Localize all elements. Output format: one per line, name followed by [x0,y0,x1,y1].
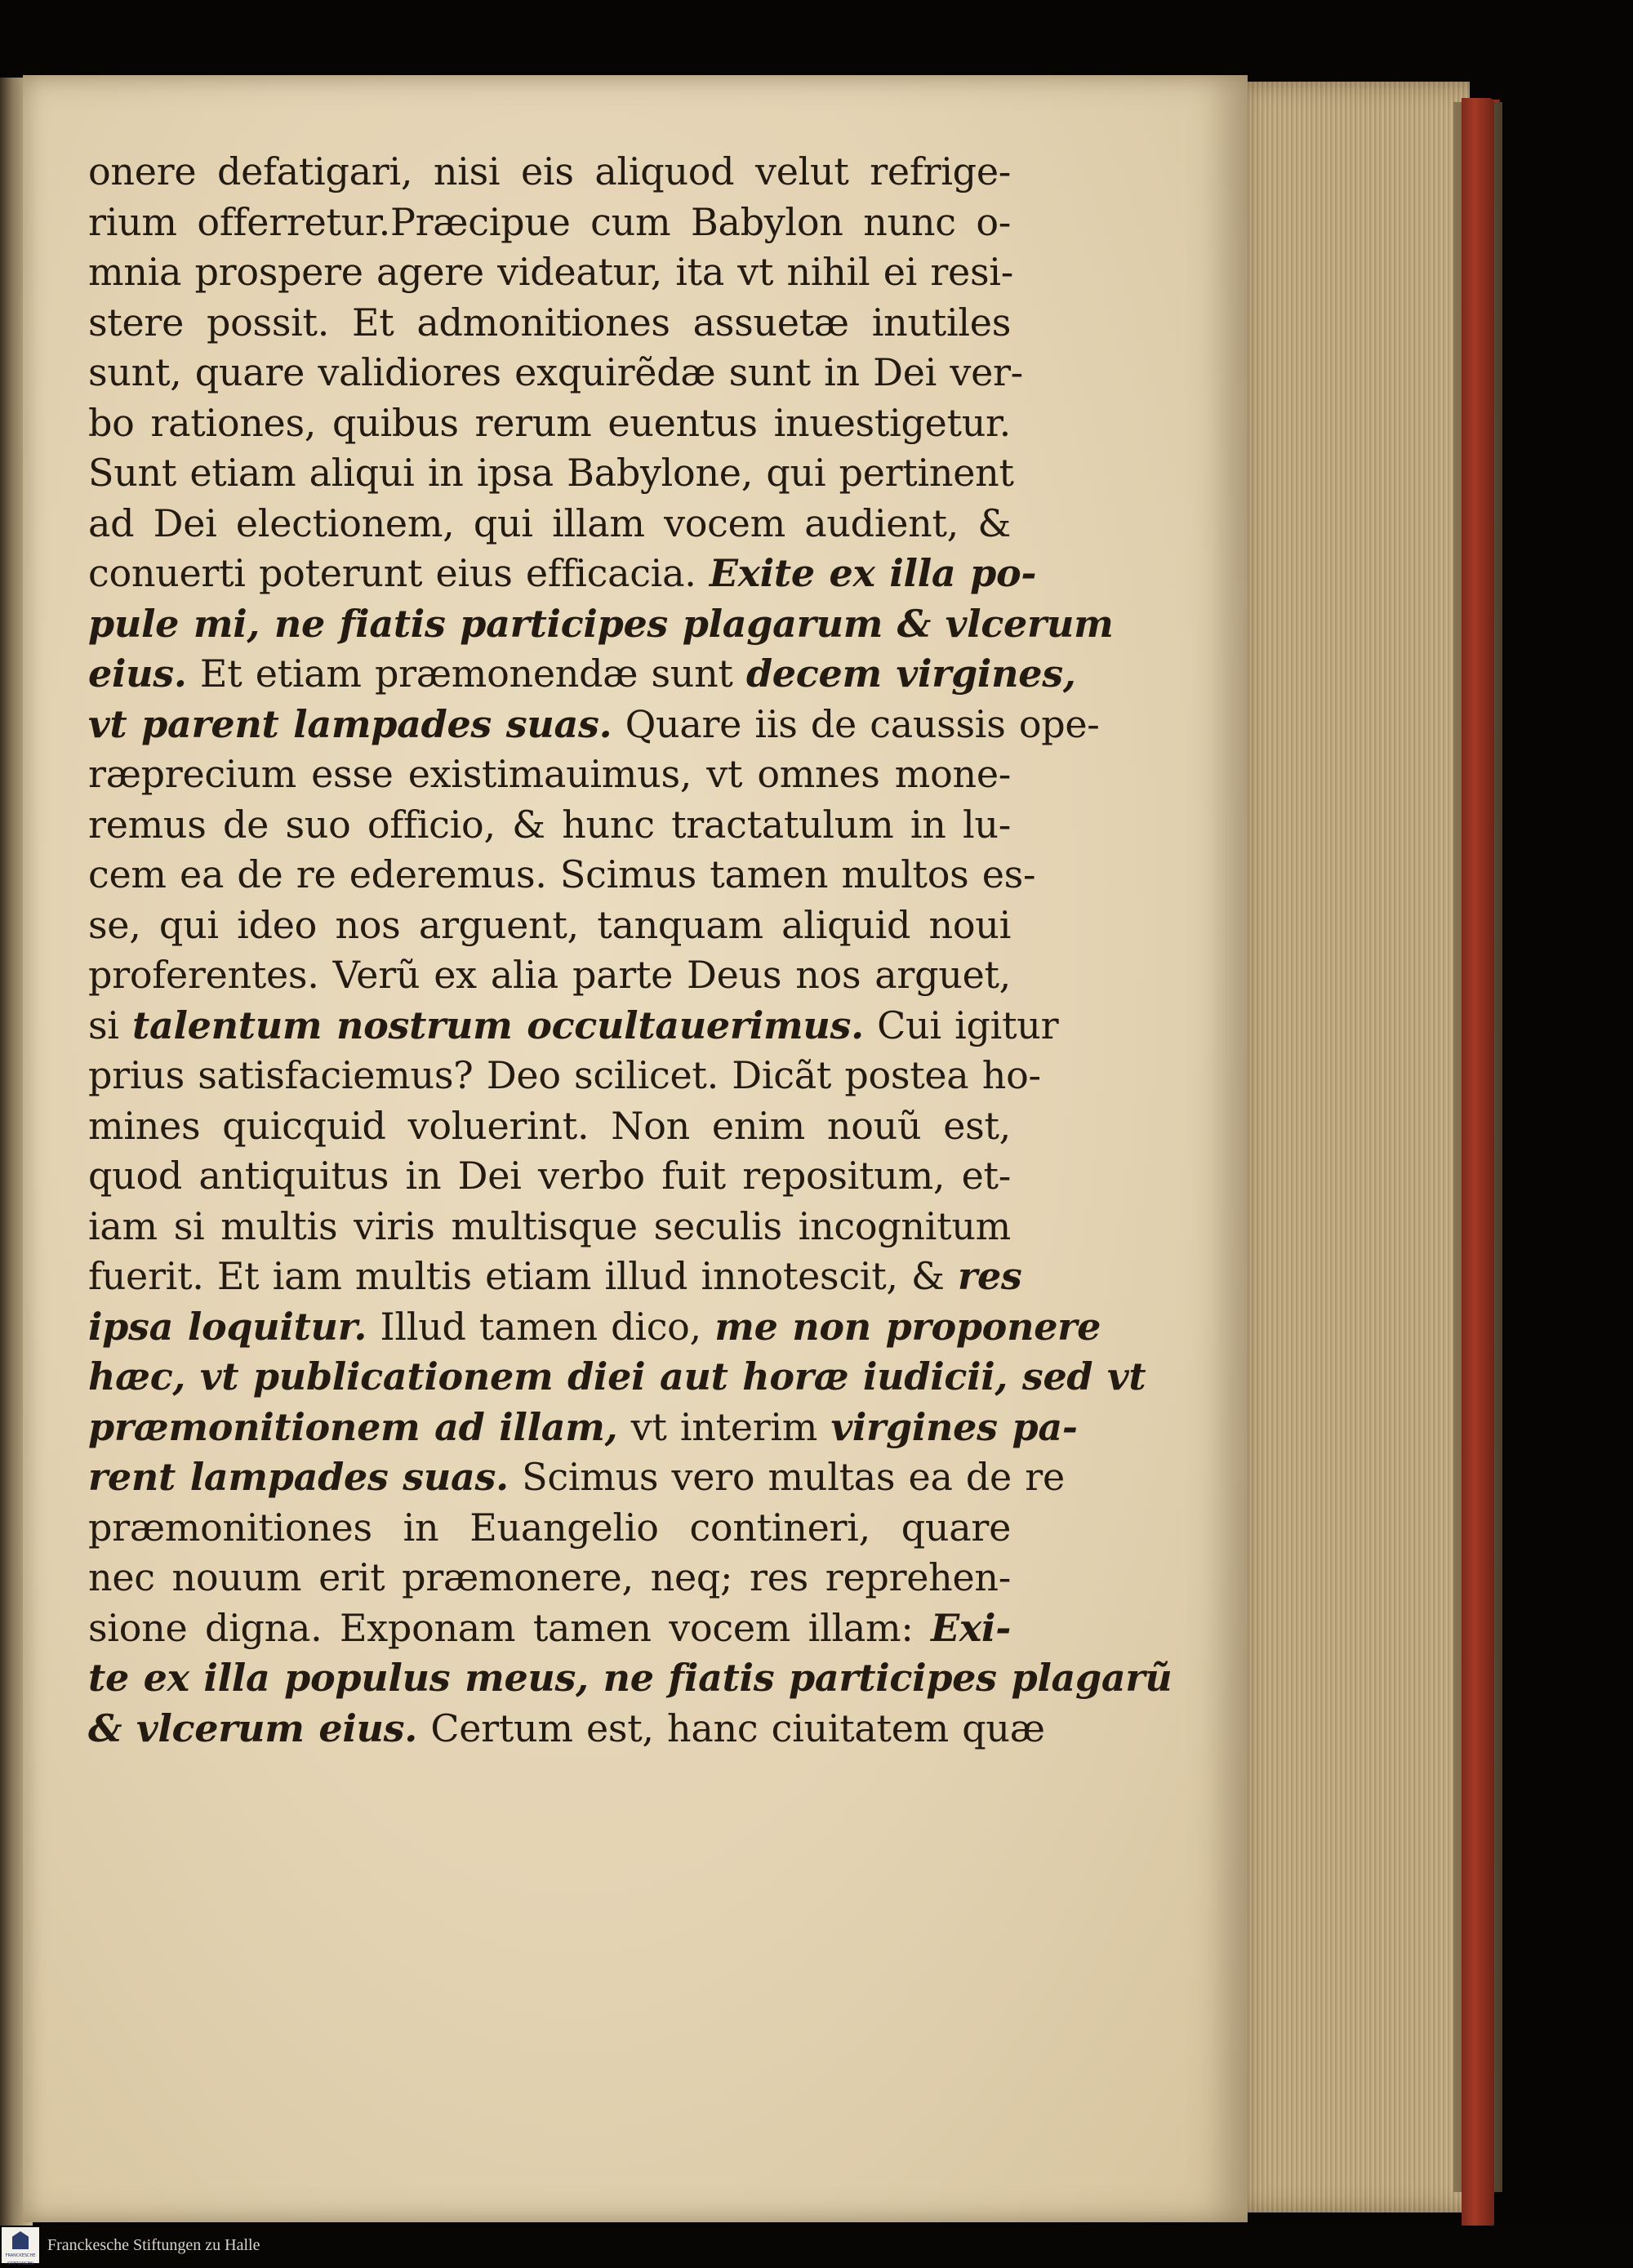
text-segment: stere possit. Et admonitiones assuetæ inutiles [88,300,1011,345]
book-cover [1462,98,1494,2237]
text-line [88,549,1037,599]
italic-segment: Exi- [931,1605,1011,1650]
text-line [88,348,1023,398]
text-segment: ad Dei electionem, qui illam vocem audient, & [88,500,1011,545]
text-line [88,1603,1011,1654]
italic-segment: res [958,1254,1022,1298]
text-line [88,1653,1172,1704]
text-line [88,1001,1059,1052]
text-segment: sione digna. Exponam tamen vocem illam: [88,1605,932,1650]
italic-segment: talentum nostrum occultauerimus. [132,1003,864,1047]
text-segment: bo rationes, quibus rerum euentus inuestigetur. [88,400,1011,445]
text-line [88,1101,1011,1152]
text-line [88,1403,1078,1453]
text-segment: ræprecium esse existimauimus, vt omnes mone- [88,752,1011,796]
text-line [88,1704,1045,1754]
text-segment: proferentes. Verũ ex alia parte Deus nos arguet, [88,953,1011,997]
text-line [88,147,1011,198]
text-line [88,1302,1101,1353]
italic-segment: Exite ex illa po- [709,551,1037,595]
text-line [88,1352,1146,1403]
institution-name: Franckesche Stiftungen zu Halle [47,2236,260,2254]
italic-segment: te ex illa populus meus, ne fiatis participes plagarũ [88,1656,1172,1700]
text-segment: prius satisfaciemus? Deo scilicet. Dicãt postea ho- [88,1053,1041,1097]
text-segment: si [88,1003,133,1047]
text-segment: cem ea de re ederemus. Scimus tamen multos es- [88,852,1036,896]
italic-segment: rent lampades suas. [88,1455,509,1499]
text-line [88,1051,1041,1101]
text-segment: nec nouum erit præmonere, neq; res reprehen- [88,1555,1011,1599]
text-segment: rium offerretur.Præcipue cum Babylon nunc o- [88,199,1011,244]
text-line [88,1151,1011,1202]
italic-segment: decem virgines, [745,651,1076,696]
text-line [88,700,1100,750]
text-line [88,800,1011,851]
text-line [88,1252,1022,1302]
text-line [88,649,1076,700]
text-segment: Certum est, hanc ciuitatem quæ [417,1705,1045,1750]
text-line [88,1452,1065,1503]
text-segment: Quare iis de caussis ope- [612,701,1100,746]
text-line [88,247,1011,298]
institution-logo [2,2227,39,2266]
text-line [88,1503,1011,1554]
text-segment: remus de suo officio, & hunc tractatulum in lu- [88,802,1011,847]
text-line [88,850,1036,901]
page-text [88,147,1172,1754]
text-line [88,599,1114,650]
text-segment: vt interim [617,1404,831,1449]
italic-segment: vt parent lampades suas. [88,701,612,746]
italic-segment: virgines pa- [830,1404,1078,1449]
text-segment: mnia prospere agere videatur, ita vt nihil ei resi- [88,250,1013,294]
text-segment: se, qui ideo nos arguent, tanquam aliquid noui [88,902,1011,947]
text-segment: conuerti poterunt eius efficacia. [88,551,710,595]
text-segment: iam si multis viris multisque seculis incognitum [88,1203,1011,1248]
logo-emblem-icon [12,2231,29,2249]
text-segment: sunt, quare validiores exquirẽdæ sunt in Dei ver- [88,350,1023,394]
text-segment: quod antiquitus in Dei verbo fuit repositum, et- [88,1154,1011,1198]
text-line [88,749,1011,800]
italic-segment: hæc, vt publicationem diei aut horæ iudicii, sed vt [88,1354,1146,1399]
italic-segment: ipsa loquitur. [88,1304,367,1349]
text-segment: Cui igitur [863,1003,1059,1047]
logo-text: FRANCKESCHE STIFTUNGEN [5,2253,36,2266]
italic-segment: pule mi, ne fiatis participes plagarum & vlcerum [88,601,1114,646]
text-segment: mines quicquid voluerint. Non enim nouũ est, [88,1103,1011,1148]
text-line [88,1553,1011,1603]
text-line [88,901,1011,951]
text-segment: fuerit. Et iam multis etiam illud innotescit, & [88,1254,959,1298]
text-line [88,298,1011,349]
page-block-edges [1225,82,1470,2212]
text-line [88,499,1011,549]
text-segment: Illud tamen dico, [367,1304,715,1349]
italic-segment: præmonitionem ad illam, [88,1404,618,1449]
text-line [88,448,1014,499]
italic-segment: me non proponere [714,1304,1101,1349]
text-segment: onere defatigari, nisi eis aliquod velut refrige- [88,149,1011,193]
italic-segment: eius. [88,651,187,696]
text-segment: Scimus vero multas ea de re [508,1455,1065,1499]
text-segment: Et etiam præmonendæ sunt [186,651,746,696]
text-line [88,950,1011,1001]
text-line [88,398,1011,449]
text-segment: præmonitiones in Euangelio contineri, quare [88,1505,1011,1550]
text-line [88,198,1011,248]
text-line [88,1202,1011,1252]
text-segment: Sunt etiam aliqui in ipsa Babylone, qui pertinent [88,451,1014,495]
italic-segment: & vlcerum eius. [88,1705,417,1750]
